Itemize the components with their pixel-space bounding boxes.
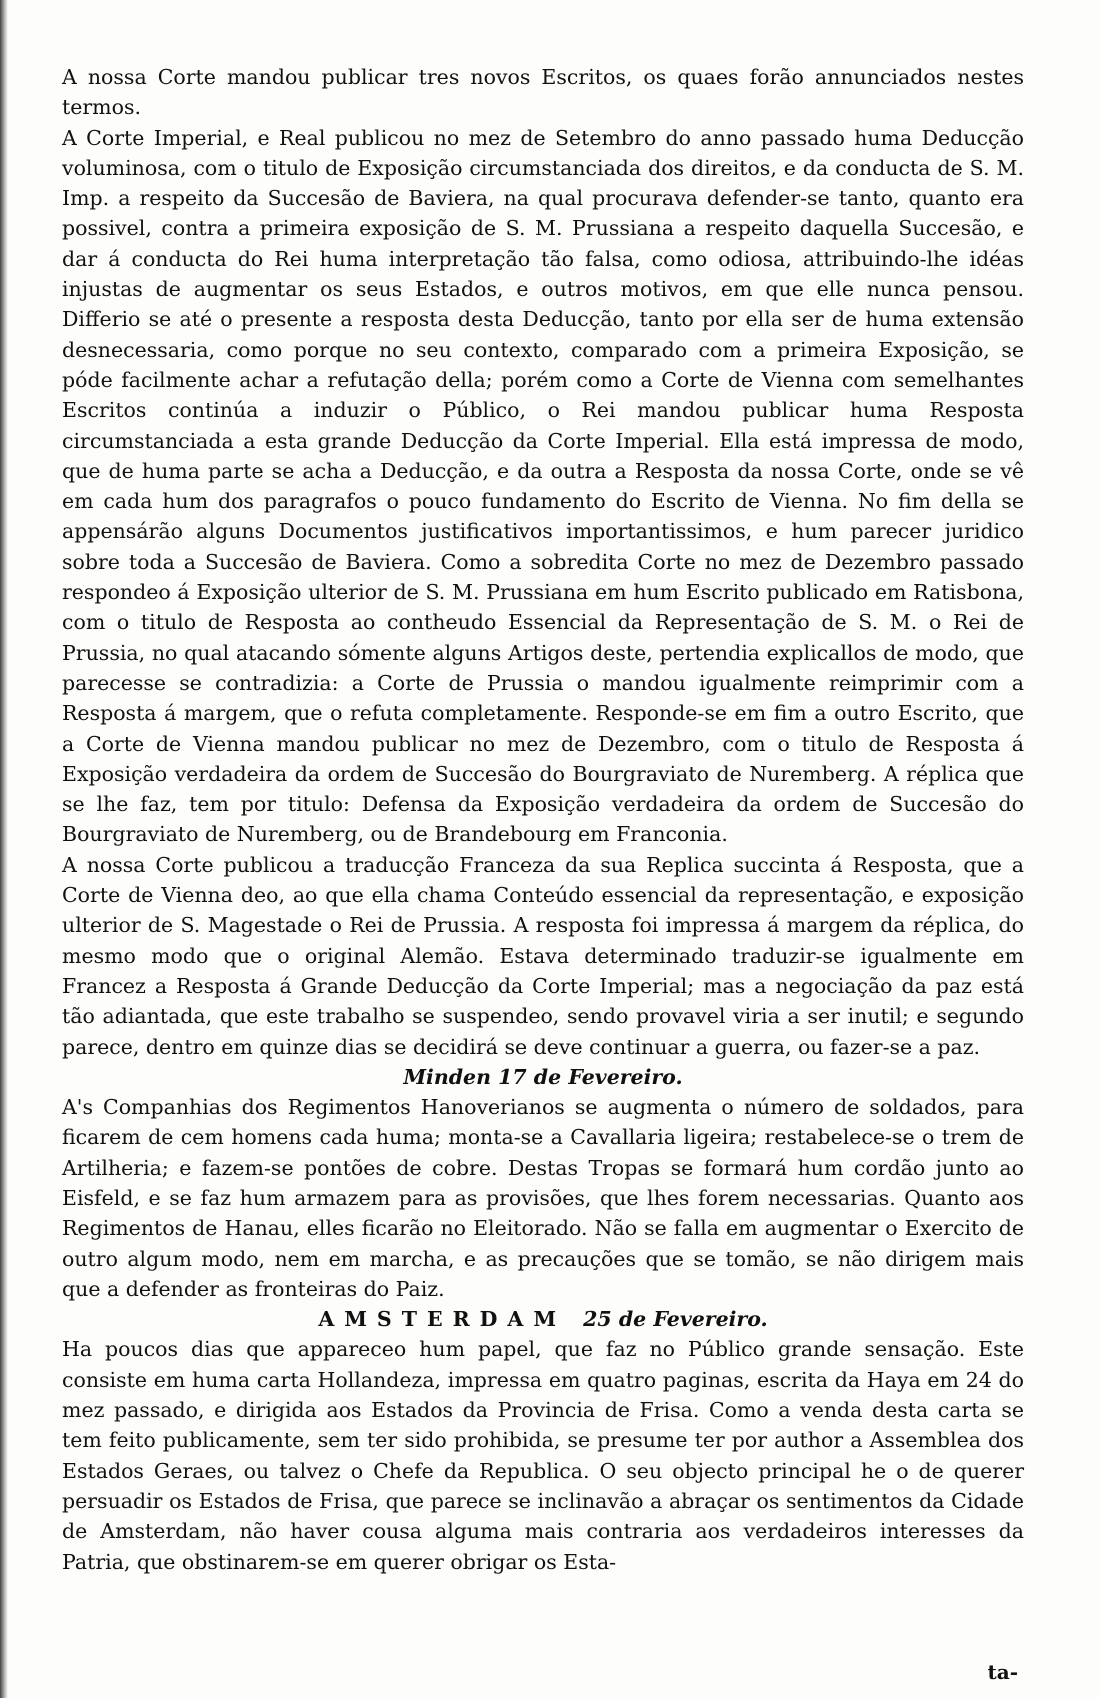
dateline-amsterdam [62,1304,1024,1334]
paragraph-hanoverian-regiments: A's Companhias dos Regimentos Hanoverianos se augmenta o número de soldados, para ficarem de cem homens cada huma; monta-se a Cavallaria ligeira; restabelece-se o trem de Artilheria; e fazem-se pontões de cobre. Destas Tropas se formará hum cordão junto ao Eisfeld, e se faz hum armazem para as provisões, que lhes forem necessarias. Quanto aos Regimentos de Hanau, elles ficarão no Eleitorado. Não se falla em augmentar o Exercito de outro algum modo, nem em marcha, e as precauções que se tomão, se não dirigem mais que a defender as fronteiras do Paiz. [62,1095,1024,1301]
catchword: ta- [987,1660,1018,1684]
dateline-amsterdam-date: 25 de Fevereiro. [583,1307,768,1332]
article-text [62,62,1024,1577]
paragraph-french-translation: A nossa Corte publicou a traducção Franceza da sua Replica succinta á Resposta, que a Corte de Vienna deo, ao que ella chama Conteúdo essencial da representação, e exposição ulterior de S. Magestade o Rei de Prussia. A resposta foi impressa á margem da réplica, do mesmo modo que o original Alemão. Estava determinado traduzir-se igualmente em Francez a Resposta á Grande Deducção da Corte Imperial; mas a negociação da paz está tão adiantada, que este trabalho se suspendeo, sendo provavel viria a ser inutil; e segundo parece, dentro em quinze dias se decidirá se deve continuar a guerra, ou fazer-se a paz. [62,852,1024,1059]
paragraph-announcement: A nossa Corte mandou publicar tres novos Escritos, os quaes forão annunciados nestes termos. [62,65,1024,120]
paragraph-imperial-deduction: A Corte Imperial, e Real publicou no mez de Setembro do anno passado huma Deducção voluminosa, com o titulo de Exposição circumstanciada dos direitos, e da conducta de S. M. Imp. a respeito da Succesão de Baviera, na qual procurava defender-se tanto, quanto era possivel, contra a primeira exposição de S. M. Prussiana a respeito daquella Succesão, e dar á conducta do Rei huma interpretação tão falsa, como odiosa, attribuindo-lhe idéas injustas de augmentar os seus Estados, e outros motivos, em que elle nunca pensou. Differio se até o presente a resposta desta Deducção, tanto por ella ser de huma extensão desnecessaria, como porque no seu contexto, comparado com a primeira Exposição, se póde facilmente achar a refutação della; porém como a Corte de Vienna com semelhantes Escritos continúa a induzir o Público, o Rei mandou publicar huma Resposta circumstanciada a esta grande Deducção da Corte Imperial. Ella está impressa de modo, que de huma parte se acha a Deducção, e da outra a Resposta da nossa Corte, onde se vê em cada hum dos paragrafos o pouco fundamento do Escrito de Vienna. No fim della se appensárão alguns Documentos justificativos importantissimos, e hum parecer juridico sobre toda a Succesão de Baviera. Como a sobredita Corte no mez de Dezembro passado respondeo á Exposição ulterior de S. M. Prussiana em hum Escrito publicado em Ratisbona, com o titulo de Resposta ao contheudo Essencial da Representação de S. M. o Rei de Prussia, no qual atacando sómente alguns Artigos deste, pertendia explicallos de modo, que parecesse se contradizia: a Corte de Prussia o mandou igualmente reimprimir com a Resposta á margem, que o refuta completamente. Responde-se em fim a outro Escrito, que a Corte de Vienna mandou publicar no mez de Dezembro, com o titulo de Resposta á Exposição verdadeira da ordem de Succesão do Bourgraviato de Nuremberg. A réplica que se lhe faz, tem por titulo: Defensa da Exposição verdadeira da ordem de Succesão do Bourgraviato de Nuremberg, ou de Brandebourg em Franconia. [62,125,1024,847]
dateline-minden: Minden 17 de Fevereiro. [403,1064,683,1089]
dateline-amsterdam-city: AMSTERDAM [318,1307,567,1332]
paragraph-dutch-letter: Ha poucos dias que appareceo hum papel, que faz no Público grande sensação. Este consiste em huma carta Hollandeza, impressa em quatro paginas, escrita da Haya em 24 do mez passado, e dirigida aos Estados da Provincia de Frisa. Como a venda desta carta se tem feito publicamente, sem ter sido prohibida, se presume ter por author a Assemblea dos Estados Geraes, ou talvez o Chefe da Republica. O seu objecto principal he o de querer persuadir os Estados de Frisa, que parece se inclinavão a abraçar os sentimentos da Cidade de Amsterdam, não haver cousa alguma mais contraria aos verdadeiros interesses da Patria, que obstinarem-se em querer obrigar os Esta- [62,1337,1024,1574]
